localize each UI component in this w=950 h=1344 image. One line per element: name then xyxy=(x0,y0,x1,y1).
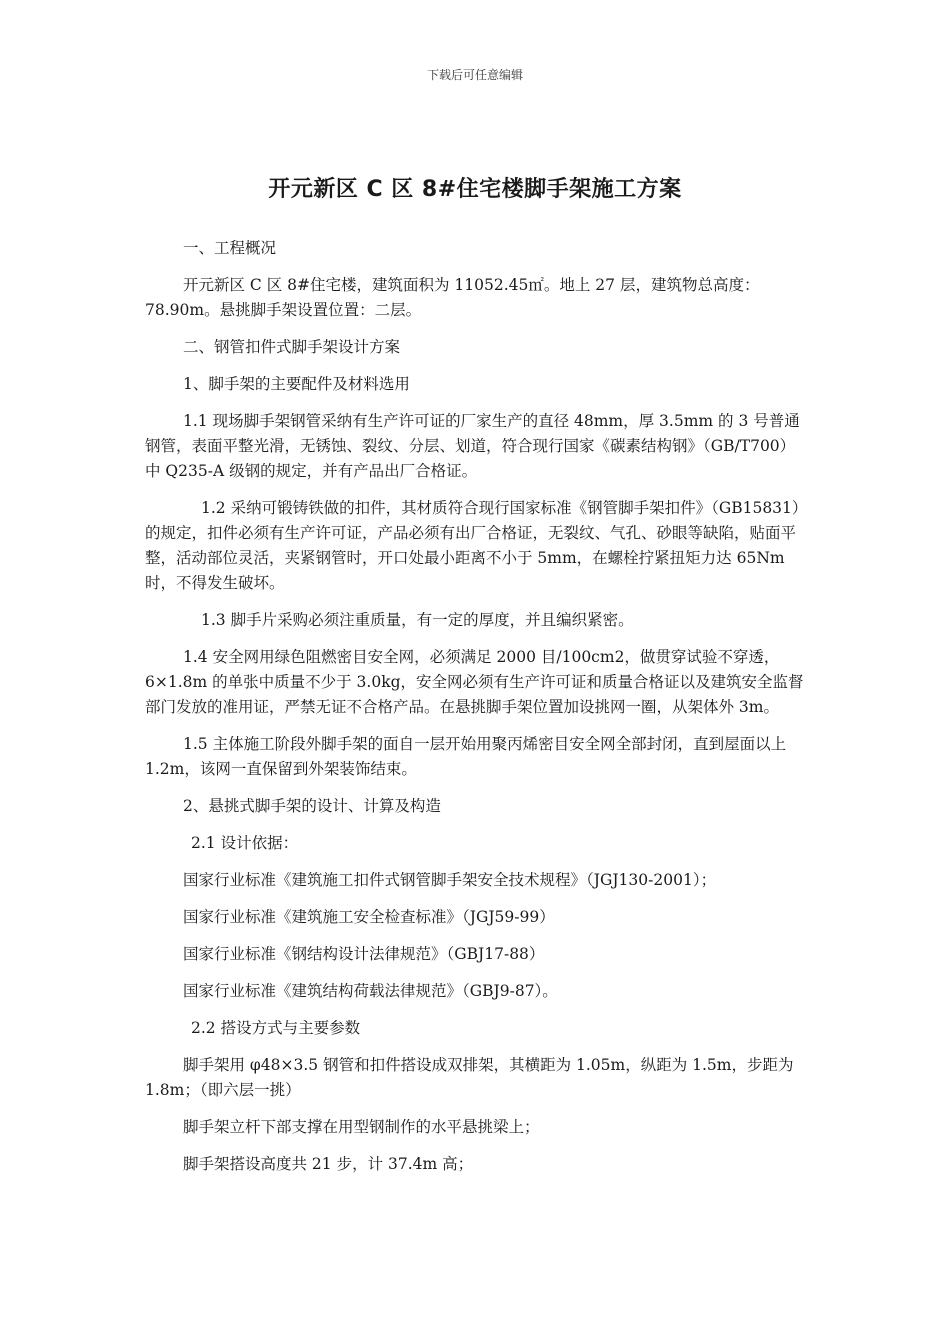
page-header: 下载后可任意编辑 xyxy=(426,68,523,82)
paragraph-overview: 开元新区 C 区 8#住宅楼，建筑面积为 11052.45㎡。地上 27 层，建筑物总高度：78.90m。悬挑脚手架设置位置：二层。 xyxy=(145,276,760,319)
heading-design-basis: 2.1 设计依据： xyxy=(191,834,299,852)
standard-item: 国家行业标准《钢结构设计法律规范》（GBJ17-88） xyxy=(183,945,545,963)
paragraph-support: 脚手架立杆下部支撑在用型钢制作的水平悬挑梁上； xyxy=(183,1118,540,1136)
paragraph-1-1: 1.1 现场脚手架钢管采纳有生产许可证的厂家生产的直径 48mm，厚 3.5mm 的 3 号普通钢管，表面平整光滑，无锈蚀、裂纹、分层、划道，符合现行国家《碳素结构钢》（GB/T700）中 Q235-A 级钢的规定，并有产品出厂合格证。 xyxy=(145,412,800,480)
document-title: 开元新区 C 区 8#住宅楼脚手架施工方案 xyxy=(268,177,682,202)
heading-design-plan: 二、钢管扣件式脚手架设计方案 xyxy=(183,338,401,356)
paragraph-erection-method: 脚手架用 φ48×3.5 钢管和扣件搭设成双排架，其横距为 1.05m，纵距为 1.5m，步距为 1.8m；（即六层一挑） xyxy=(145,1056,794,1099)
standard-item: 国家行业标准《建筑施工扣件式钢管脚手架安全技术规程》（JGJ130-2001）； xyxy=(183,871,717,889)
heading-materials: 1、脚手架的主要配件及材料选用 xyxy=(183,375,410,393)
document-body xyxy=(145,236,805,1177)
heading-project-overview: 一、工程概况 xyxy=(183,239,277,257)
standard-item: 国家行业标准《建筑结构荷载法律规范》（GBJ9-87）。 xyxy=(183,982,558,1000)
standard-item: 国家行业标准《建筑施工安全检查标准》（JGJ59-99） xyxy=(183,908,555,926)
paragraph-1-5: 1.5 主体施工阶段外脚手架的面自一层开始用聚丙烯密目安全网全部封闭，直到屋面以上 1.2m，该网一直保留到外架装饰结束。 xyxy=(145,735,787,778)
paragraph-1-4: 1.4 安全网用绿色阻燃密目安全网，必须满足 2000 目/100cm2，做贯穿试验不穿透，6×1.8m 的单张中质量不少于 3.0kg，安全网必须有生产许可证和质量合格证以及建筑安全监督部门发放的准用证，严禁无证不合格产品。在悬挑脚手架位置加设挑网一圈，从架体外 3m。 xyxy=(145,648,804,716)
heading-erection-params: 2.2 搭设方式与主要参数 xyxy=(191,1019,361,1037)
heading-cantilever-design: 2、悬挑式脚手架的设计、计算及构造 xyxy=(183,797,441,815)
paragraph-1-3: 1.3 脚手片采购必须注重质量，有一定的厚度，并且编织紧密。 xyxy=(201,611,634,629)
paragraph-height: 脚手架搭设高度共 21 步，计 37.4m 高； xyxy=(183,1155,474,1173)
paragraph-1-2: 1.2 采纳可锻铸铁做的扣件，其材质符合现行国家标准《钢管脚手架扣件》（GB15831）的规定，扣件必须有生产许可证，产品必须有出厂合格证，无裂纹、气孔、砂眼等缺陷，贴面平整，活动部位灵活，夹紧钢管时，开口处最小距离不小于 5mm，在螺栓拧紧扭矩力达 65Nm 时，不得发生破坏。 xyxy=(145,499,800,592)
